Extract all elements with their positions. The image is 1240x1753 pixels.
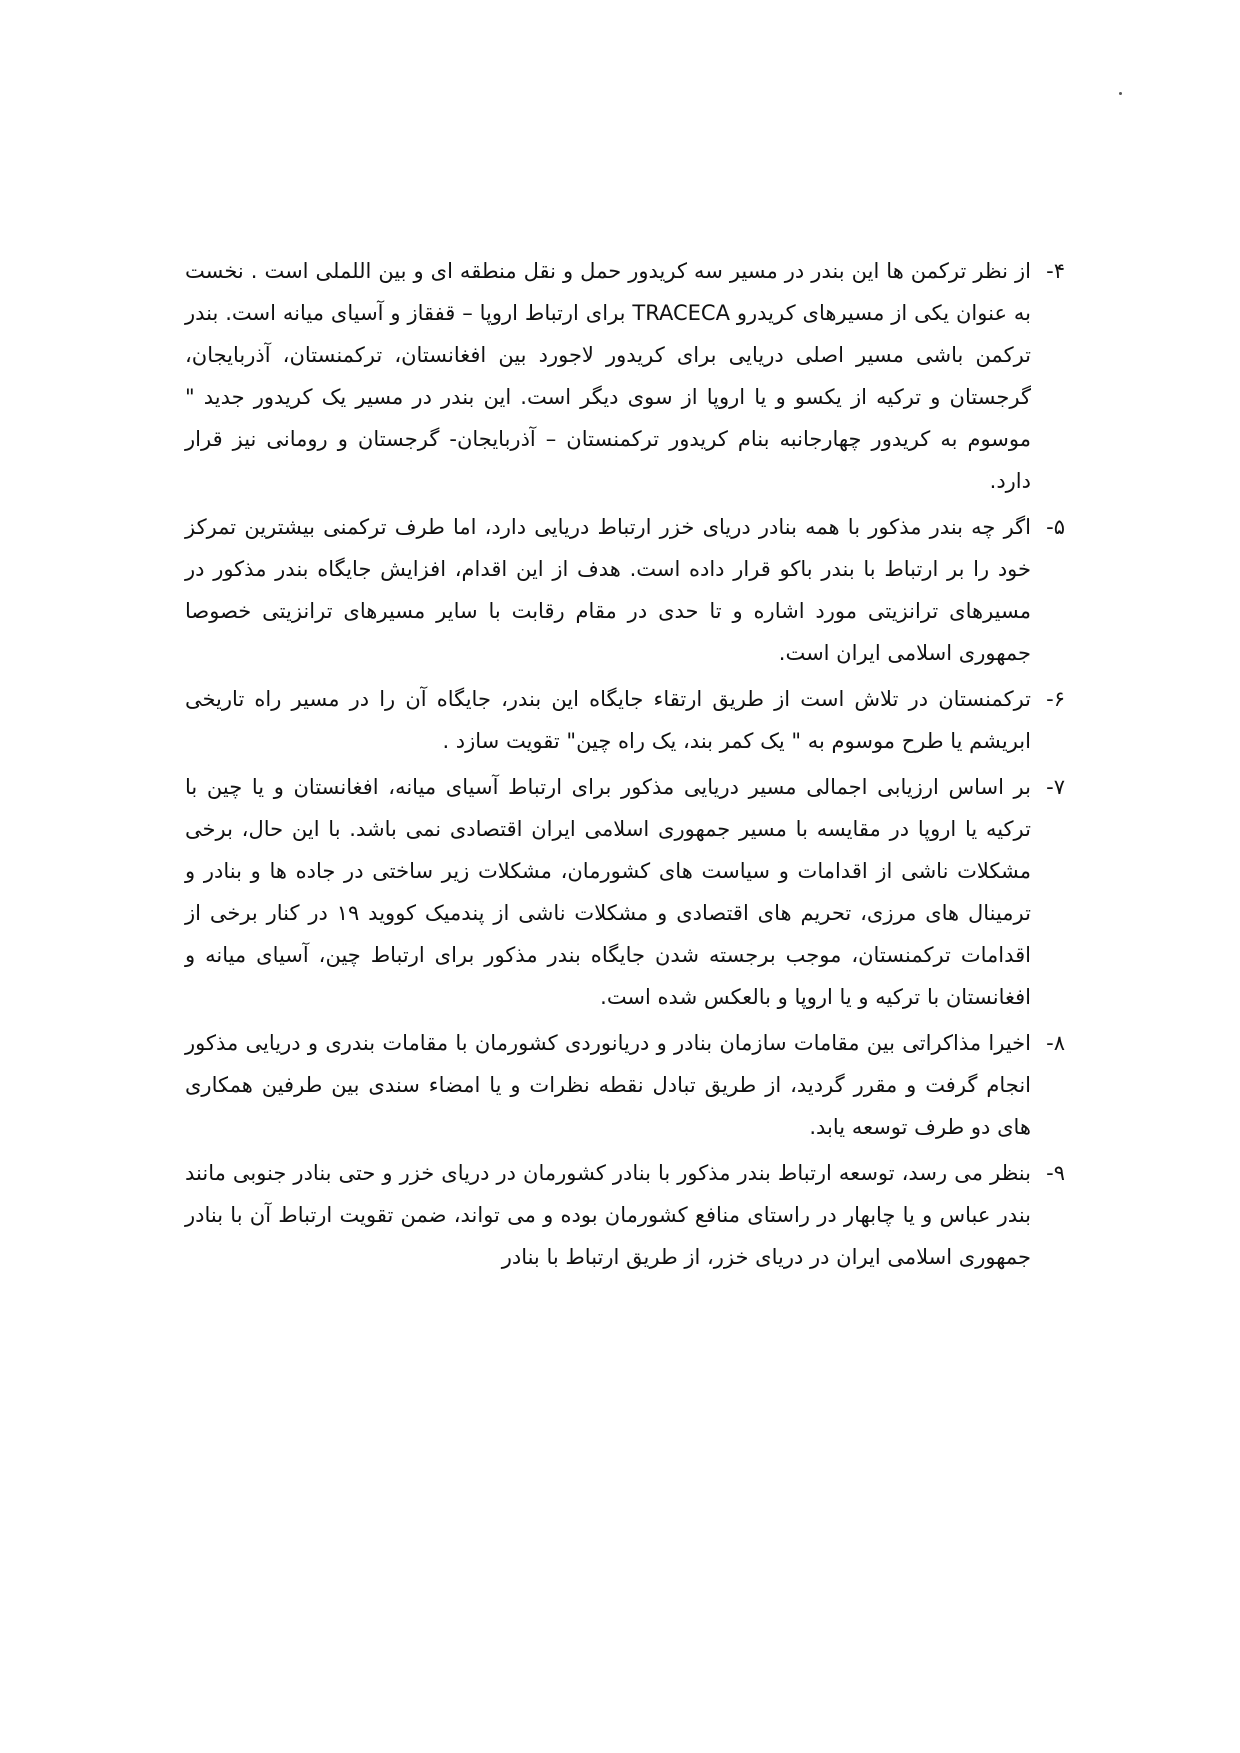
item-number: ۹- <box>1046 1161 1065 1185</box>
list-item <box>185 1152 1065 1278</box>
list-item <box>185 766 1065 1018</box>
item-text: اخیرا مذاکراتی بین مقامات سازمان بنادر و دریانوردی کشورمان با مقامات بندری و دریایی مذکور انجام گرفت و مقرر گردید، از طریق تبادل نقطه نظرات و یا امضاء سندی بین طرفین همکاری های دو طرف توسعه یابد. <box>185 1031 1031 1139</box>
item-number: ۶- <box>1046 687 1065 711</box>
item-number: ۴- <box>1046 259 1065 283</box>
list-item <box>185 250 1065 502</box>
list-item <box>185 506 1065 674</box>
item-text: اگر چه بندر مذکور با همه بنادر دریای خزر ارتباط دریایی دارد، اما طرف ترکمنی بیشترین تمرکز خود را بر ارتباط با بندر باکو قرار داده است. هدف از این اقدام، افزایش جایگاه بندر مذکور در مسیرهای ترانزیتی مورد اشاره و تا حدی در مقام رقابت با سایر مسیرهای ترانزیتی خصوصا جمهوری اسلامی ایران است. <box>185 515 1031 665</box>
item-text: از نظر ترکمن ها این بندر در مسیر سه کریدور حمل و نقل منطقه ای و بین اللملی است . نخست به عنوان یکی از مسیرهای کریدرو TRACECA برای ارتباط اروپا – قفقاز و آسیای میانه است. بندر ترکمن باشی مسیر اصلی دریایی برای کریدور لاجورد بین افغانستان، ترکمنستان، آذربایجان، گرجستان و ترکیه از یکسو و یا اروپا از سوی دیگر است. این بندر در مسیر یک کریدور جدید " موسوم به کریدور چهارجانبه بنام کریدور ترکمنستان – آذربایجان- گرجستان و رومانی نیز قرار دارد. <box>185 259 1031 493</box>
item-number: ۸- <box>1046 1031 1065 1055</box>
item-number: ۷- <box>1046 775 1065 799</box>
list-item <box>185 678 1065 762</box>
document-body <box>185 250 1065 1282</box>
item-text: بر اساس ارزیابی اجمالی مسیر دریایی مذکور برای ارتباط آسیای میانه، افغانستان و یا چین با ترکیه یا اروپا در مقایسه با مسیر جمهوری اسلامی ایران اقتصادی نمی باشد. با این حال، برخی مشکلات ناشی از اقدامات و سیاست های کشورمان، مشکلات زیر ساختی در جاده ها و بنادر و ترمینال های مرزی، تحریم های اقتصادی و مشکلات ناشی از پندمیک کووید ۱۹ در کنار برخی از اقدامات ترکمنستان، موجب برجسته شدن جایگاه بندر مذکور برای ارتباط چین، آسیای میانه و افغانستان با ترکیه و یا اروپا و بالعکس شده است. <box>185 775 1031 1009</box>
item-number: ۵- <box>1046 515 1065 539</box>
item-text: ترکمنستان در تلاش است از طریق ارتقاء جایگاه این بندر، جایگاه آن را در مسیر راه تاریخی ابریشم یا طرح موسوم به " یک کمر بند، یک راه چین" تقویت سازد . <box>185 687 1031 753</box>
item-text: بنظر می رسد، توسعه ارتباط بندر مذکور با بنادر کشورمان در دریای خزر و حتی بنادر جنوبی مانند بندر عباس و یا چابهار در راستای منافع کشورمان بوده و می تواند، ضمن تقویت ارتباط آن با بنادر جمهوری اسلامی ایران در دریای خزر، از طریق ارتباط با بنادر <box>185 1161 1031 1269</box>
list-item <box>185 1022 1065 1148</box>
scan-speck <box>1119 92 1122 95</box>
